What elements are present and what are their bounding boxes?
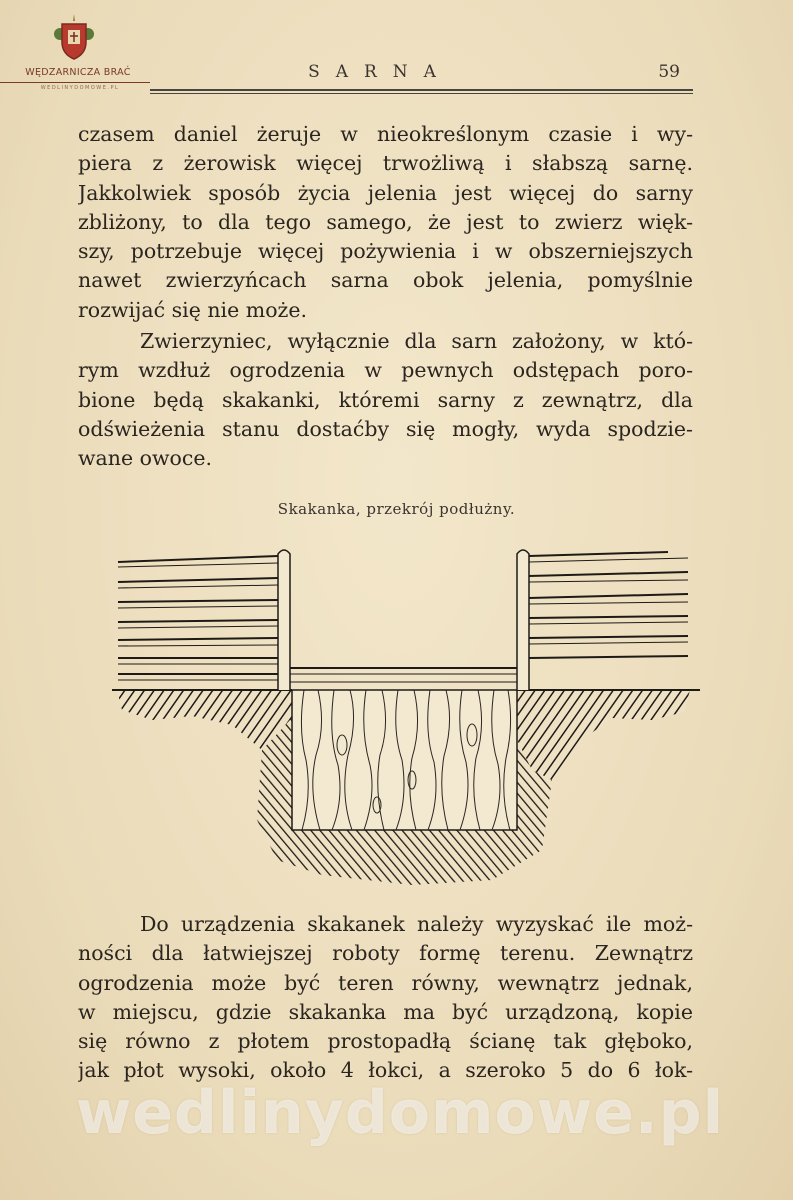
text-line: odświeżenia stanu dostaćby się mogły, wyda spodzie- xyxy=(78,416,693,441)
text-line: ności dla łatwiejszej roboty formę terenu. Zewnątrz xyxy=(78,941,693,966)
text-line: wane owoce. xyxy=(78,446,212,471)
text-line: zbliżony, to dla tego samego, że jest to zwierz więk- xyxy=(78,209,693,234)
text-line: się równo z płotem prostopadłą ścianę tak głęboko, xyxy=(78,1029,693,1054)
watermark: wedlinydomowe.pl xyxy=(75,1078,725,1148)
brand-site: WEDLINYDOMOWE.PL xyxy=(40,85,120,91)
text-line: bione będą skakanki, któremi sarny z zewnątrz, dla xyxy=(78,387,693,412)
text-line: Jakkolwiek sposób życia jelenia jest więcej do sarny xyxy=(78,180,693,205)
running-title: SARNA xyxy=(308,62,452,82)
text-line: nawet zwierzyńcach sarna obok jelenia, pomyślnie xyxy=(78,268,693,293)
text-line: rym wzdłuż ogrodzenia w pewnych odstępach poro- xyxy=(78,358,693,383)
brand-divider xyxy=(0,82,150,83)
coat-of-arms-icon xyxy=(52,12,96,62)
page-number: 59 xyxy=(658,62,680,82)
text-line: Do urządzenia skakanek należy wyzyskać ile moż- xyxy=(140,912,693,936)
text-line: rozwijać się nie może. xyxy=(78,297,307,322)
brand-name: WĘDZARNICZA BRAĆ xyxy=(25,67,131,78)
header-rule xyxy=(150,89,693,91)
skakanka-cross-section-illustration xyxy=(112,540,700,890)
figure-caption: Skakanka, przekrój podłużny. xyxy=(277,500,516,518)
text-line: czasem daniel żeruje w nieokreślonym czasie i wy- xyxy=(78,122,693,146)
text-line: w miejscu, gdzie skakanka ma być urządzoną, kopie xyxy=(78,999,693,1024)
text-line: ogrodzenia może być teren równy, wewnątrz jednak, xyxy=(78,970,693,995)
paragraph-1 xyxy=(78,120,693,325)
paragraph-2 xyxy=(78,327,693,473)
header-rule-thin xyxy=(150,93,693,94)
text-line: piera z żerowisk więcej trwożliwą i słabszą sarnę. xyxy=(78,151,693,176)
paragraph-3 xyxy=(78,910,693,1086)
text-line: Zwierzyniec, wyłącznie dla sarn założony, w któ- xyxy=(140,329,693,353)
text-line: jak płot wysoki, około 4 łokci, a szeroko 5 do 6 łok- xyxy=(78,1058,693,1083)
text-line: szy, potrzebuje więcej pożywienia i w obszerniejszych xyxy=(78,239,693,264)
